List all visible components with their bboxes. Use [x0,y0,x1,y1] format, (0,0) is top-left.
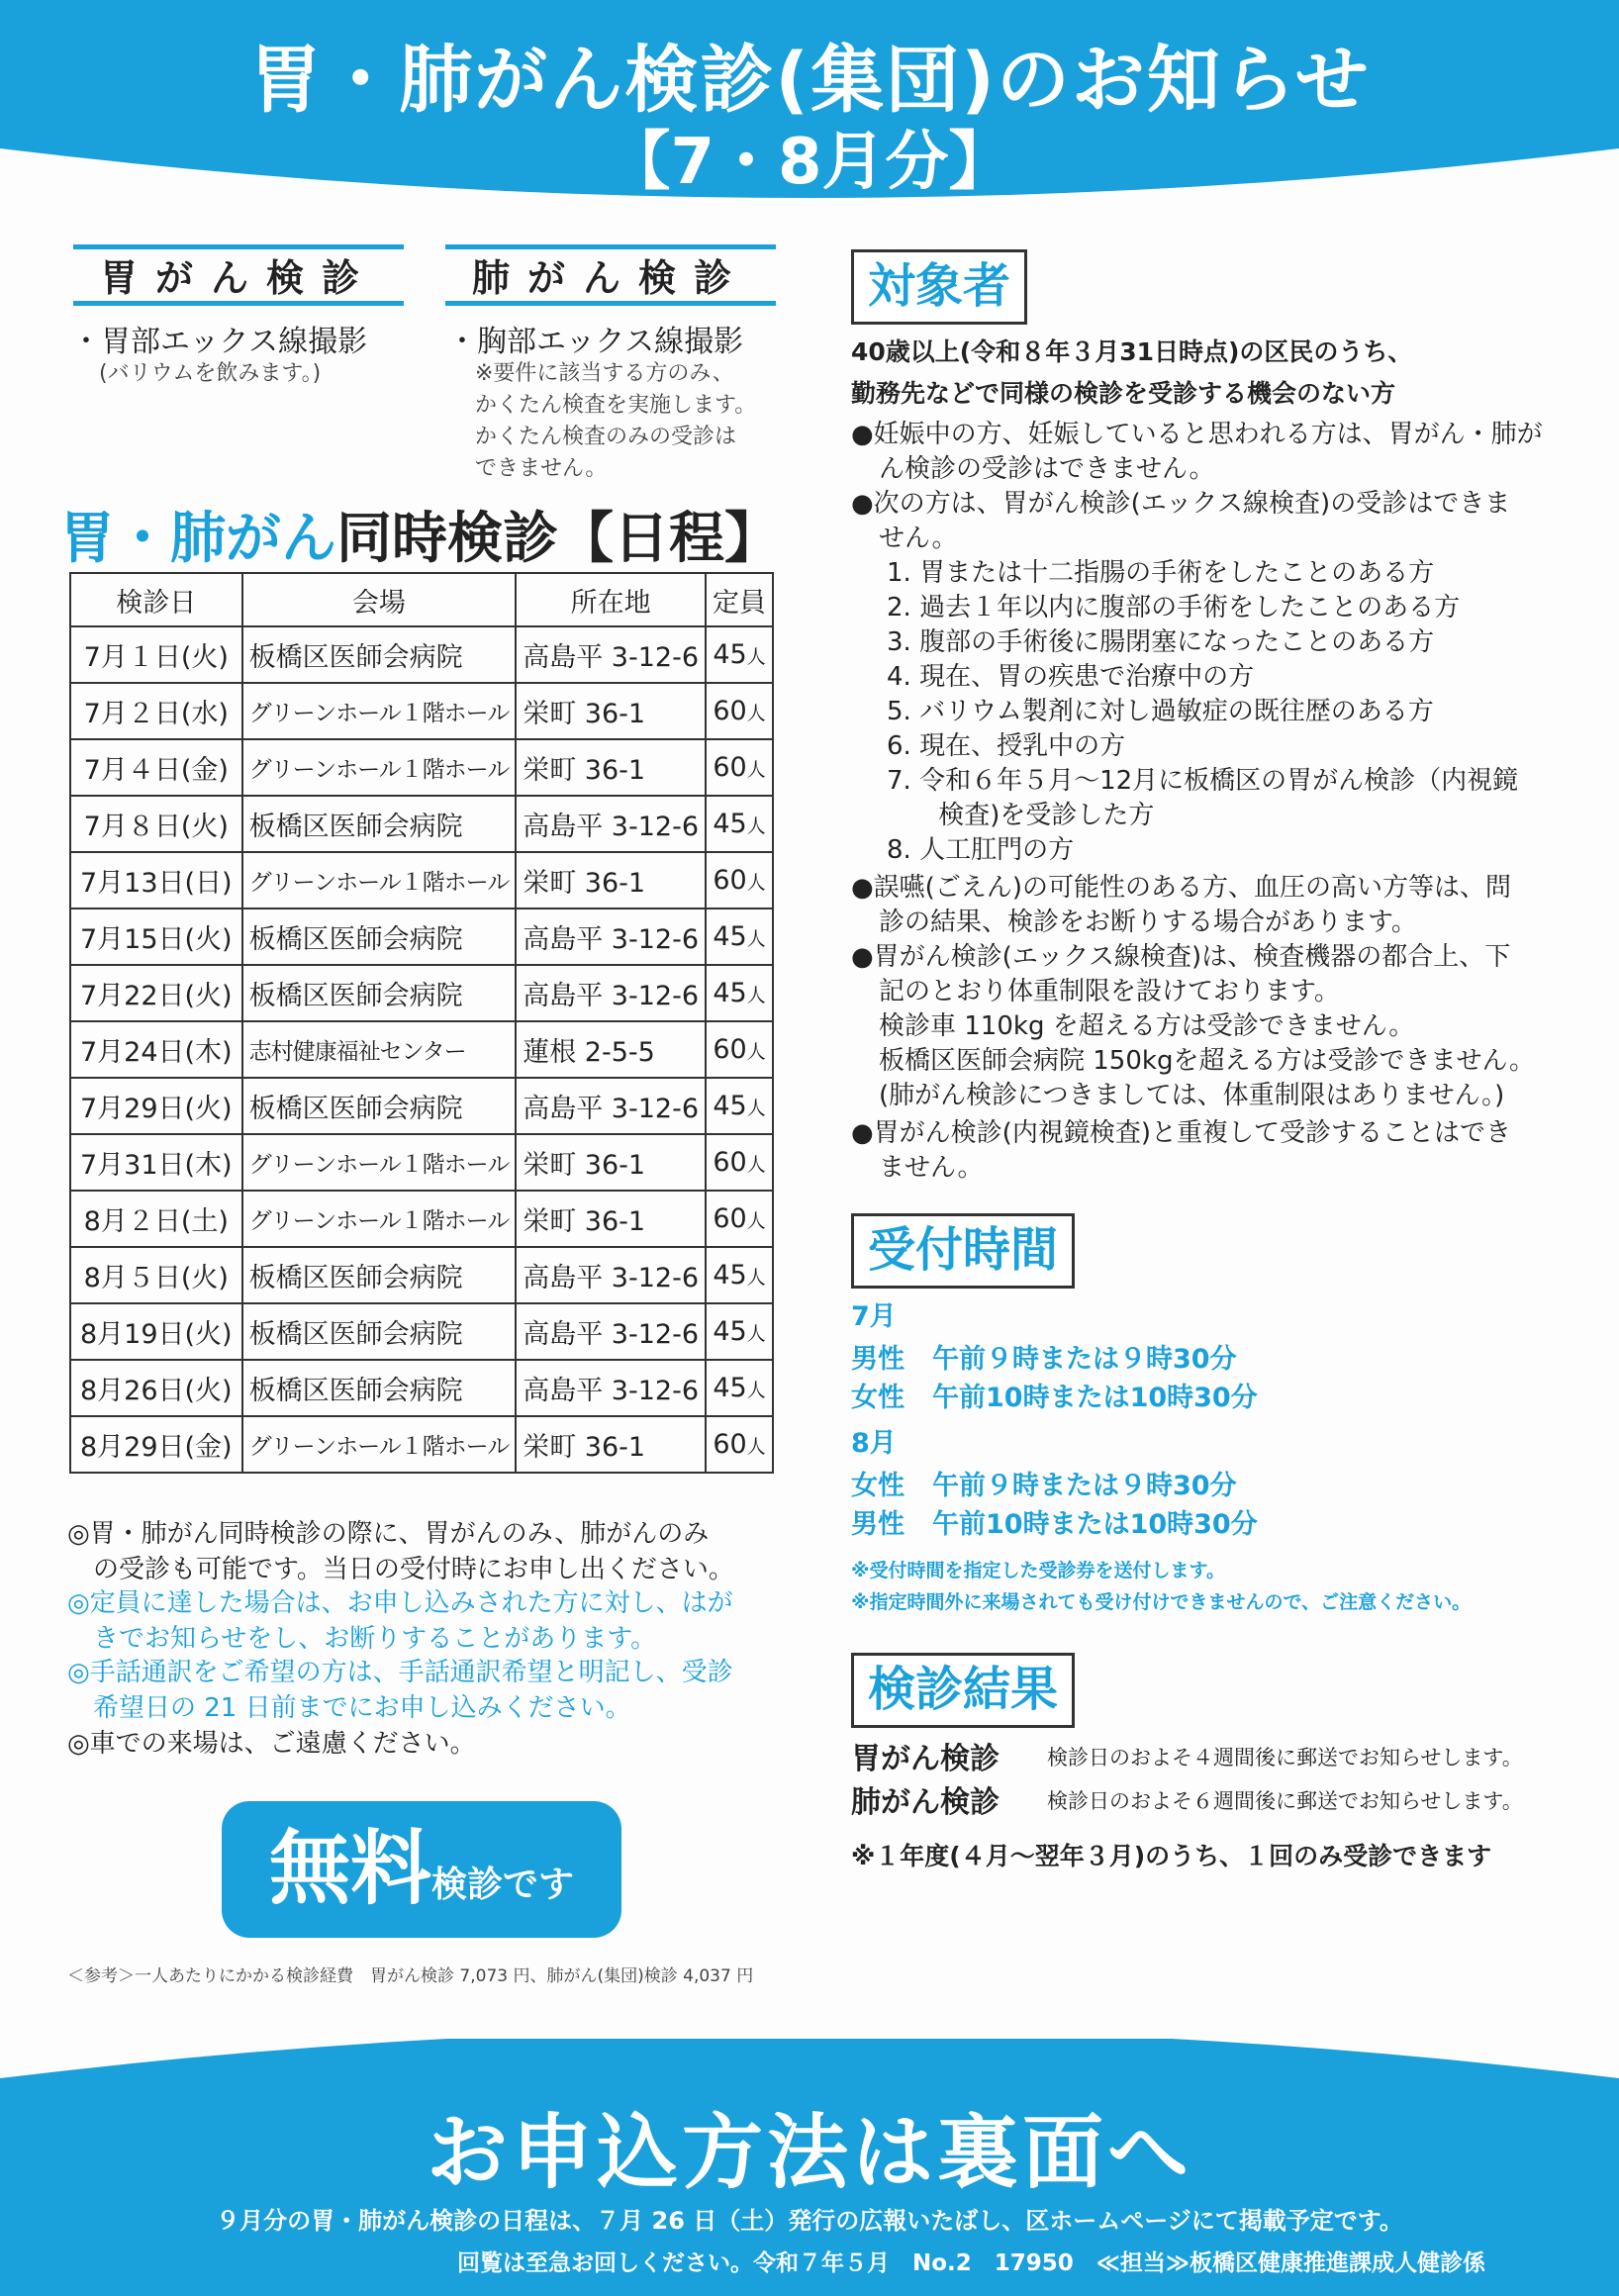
cell-venue: グリーンホール１階ホール [242,1416,517,1473]
list-item: 1. 胃または十二指腸の手術をしたことのある方 [887,558,1435,588]
cell-date: 7月29日(火) [70,1078,242,1134]
schedule-header-row [70,573,773,626]
cell-venue: 志村健康福祉センター [242,1021,517,1078]
lung-heading: 肺がん検診 [445,244,776,306]
results-heading: 検診結果 [851,1653,1075,1728]
cell-address: 栄町 36-1 [516,1416,706,1473]
condition-xray: ●次の方は、胃がん検診(エックス線検査)の受診はできま せん。 [851,489,1511,553]
table-row [70,1416,773,1473]
page-title: 胃・肺がん検診(集団)のお知らせ [248,38,1371,123]
note-car: ◎車での来場は、ご遠慮ください。 [67,1729,476,1759]
cell-address: 高島平 3-12-6 [516,965,706,1021]
cell-address: 栄町 36-1 [516,1191,706,1247]
cell-venue: 板橋区医師会病院 [242,909,517,965]
cell-capacity: 45人 [706,1303,773,1360]
reception-august: 8月 女性 午前９時または９時30分 男性 午前10時または10時30分 [851,1428,1258,1540]
cell-date: 8月26日(火) [70,1360,242,1416]
table-row [70,1360,773,1416]
cell-capacity: 60人 [706,852,773,909]
cell-date: 7月13日(日) [70,852,242,909]
cell-date: 7月24日(木) [70,1021,242,1078]
table-row [70,1134,773,1191]
cell-address: 高島平 3-12-6 [516,1078,706,1134]
table-row [70,626,773,683]
cell-venue: 板橋区医師会病院 [242,1360,517,1416]
schedule-heading: 胃・肺がん同時検診【日程】 [59,507,780,571]
cell-address: 栄町 36-1 [516,852,706,909]
target-line2: 勤務先などで同様の検診を受診する機会のない方 [851,379,1396,408]
stomach-note: (バリウムを飲みます。) [99,361,322,386]
cell-capacity: 45人 [706,1078,773,1134]
cell-date: 8月５日(火) [70,1247,242,1303]
result-stomach-text: 検診日のおよそ４週間後に郵送でお知らせします。 [1047,1746,1523,1770]
cell-capacity: 60人 [706,1416,773,1473]
free-badge: 無料検診です [222,1801,621,1938]
col-address: 所在地 [516,573,706,626]
condition-endoscopy: ●胃がん検診(内視鏡検査)と重複して受診することはでき ません。 [851,1118,1511,1183]
cell-venue: 板橋区医師会病院 [242,1303,517,1360]
cell-address: 高島平 3-12-6 [516,1303,706,1360]
cell-venue: 板橋区医師会病院 [242,1078,517,1134]
list-item: 7. 令和６年５月～12月に板橋区の胃がん検診（内視鏡 [887,766,1519,796]
exclusion-list [887,556,1518,868]
table-row [70,909,773,965]
condition-aspiration: ●誤嚥(ごえん)の可能性のある方、血圧の高い方等は、問 診の結果、検診をお断りする場合があります。 [851,873,1511,937]
footer-schedule-note: ９月分の胃・肺がん検診の日程は、７月 26 日（土）発行の広報いたばし、区ホームページにて掲載予定です。 [216,2207,1403,2235]
cell-capacity: 60人 [706,1134,773,1191]
condition-weight: ●胃がん検診(エックス線検査)は、検査機器の都合上、下 記のとおり体重制限を設けております。 検診車 110kg を超える方は受診できません。 板橋区医師会病院 150kgを超える方は受診できません。 (肺がん検診につきましては、体重制限はありません。) [851,942,1536,1110]
cell-address: 栄町 36-1 [516,683,706,739]
cell-date: 8月19日(火) [70,1303,242,1360]
cell-capacity: 45人 [706,1247,773,1303]
cell-address: 栄町 36-1 [516,1134,706,1191]
table-row [70,1191,773,1247]
cell-capacity: 45人 [706,909,773,965]
cell-venue: 板橋区医師会病院 [242,965,517,1021]
cell-date: 7月１日(火) [70,626,242,683]
note-simultaneous: ◎胃・肺がん同時検診の際に、胃がんのみ、肺がんのみ の受診も可能です。当日の受付時にお申し出ください。 [67,1519,734,1584]
cell-venue: グリーンホール１階ホール [242,852,517,909]
list-item: 2. 過去１年以内に腹部の手術をしたことのある方 [887,593,1461,622]
footer-title: お申込方法は裏面へ [426,2106,1192,2200]
cell-date: 8月２日(土) [70,1191,242,1247]
cell-venue: グリーンホール１階ホール [242,739,517,796]
cell-capacity: 60人 [706,1021,773,1078]
list-item: 8. 人工肛門の方 [887,835,1075,865]
cell-venue: 板橋区医師会病院 [242,626,517,683]
reception-note1: ※受付時間を指定した受診券を送付します。 [851,1560,1225,1581]
cell-address: 高島平 3-12-6 [516,1360,706,1416]
lung-note: ※要件に該当する方のみ、 かくたん検査を実施します。 かくたん検査のみの受診は できません。 [475,361,757,481]
table-row [70,796,773,852]
cell-capacity: 45人 [706,796,773,852]
footer-circulation-note: 回覧は至急お回しください。令和７年５月 No.2 17950 ≪担当≫板橋区健康推進課成人健診係 [457,2250,1485,2276]
cell-address: 蓮根 2-5-5 [516,1021,706,1078]
cell-date: 8月29日(金) [70,1416,242,1473]
list-item: 4. 現在、胃の疾患で治療中の方 [887,662,1255,692]
table-row [70,683,773,739]
schedule-table [69,572,774,1474]
cell-address: 栄町 36-1 [516,739,706,796]
cell-venue: グリーンホール１階ホール [242,683,517,739]
condition-pregnancy: ●妊娠中の方、妊娠していると思われる方は、胃がん・肺が ん検診の受診はできません。 [851,420,1543,484]
table-row [70,1021,773,1078]
target-heading: 対象者 [851,249,1027,325]
stomach-heading: 胃がん検診 [73,244,404,306]
reception-note2: ※指定時間外に来場されても受け付けできませんので、ご注意ください。 [851,1591,1472,1613]
list-item: 検査)を受診した方 [905,801,1155,830]
col-capacity: 定員 [706,573,773,626]
cell-address: 高島平 3-12-6 [516,909,706,965]
cell-address: 高島平 3-12-6 [516,626,706,683]
list-item: 5. バリウム製剤に対し過敏症の既往歴のある方 [887,697,1434,726]
cell-capacity: 45人 [706,626,773,683]
table-row [70,852,773,909]
cell-capacity: 60人 [706,683,773,739]
cell-capacity: 45人 [706,1360,773,1416]
page-subtitle: 【7・8月分】 [607,126,1012,199]
results-note: ※１年度(４月～翌年３月)のうち、１回のみ受診できます [851,1842,1492,1870]
list-item: 6. 現在、授乳中の方 [887,731,1126,761]
note-capacity: ◎定員に達した場合は、お申し込みされた方に対し、はが きでお知らせをし、お断りすることがあります。 [67,1588,733,1654]
target-line1: 40歳以上(令和８年３月31日時点)の区民のうち、 [851,337,1413,366]
table-row [70,1078,773,1134]
table-row [70,965,773,1021]
cell-venue: 板橋区医師会病院 [242,796,517,852]
cell-date: 7月８日(火) [70,796,242,852]
cell-date: 7月15日(火) [70,909,242,965]
col-date: 検診日 [70,573,242,626]
result-lung-text: 検診日のおよそ６週間後に郵送でお知らせします。 [1047,1789,1523,1813]
cell-venue: グリーンホール１階ホール [242,1134,517,1191]
reception-july: 7月 男性 午前９時または９時30分 女性 午前10時または10時30分 [851,1301,1258,1413]
stomach-method: ・胃部エックス線撮影 [71,325,368,359]
cell-venue: グリーンホール１階ホール [242,1191,517,1247]
lung-method: ・胸部エックス線撮影 [447,325,744,359]
cell-address: 高島平 3-12-6 [516,796,706,852]
table-row [70,739,773,796]
reception-heading: 受付時間 [851,1213,1075,1289]
cell-date: 7月22日(火) [70,965,242,1021]
cost-reference: ＜参考＞一人あたりにかかる検診経費 胃がん検診 7,073 円、肺がん(集団)検診 4,037 円 [67,1966,754,1986]
note-sign-language: ◎手話通訳をご希望の方は、手話通訳希望と明記し、受診 希望日の 21 日前までにお申し込みください。 [67,1658,733,1723]
table-row [70,1247,773,1303]
result-stomach-label: 胃がん検診 [851,1742,1000,1776]
cell-capacity: 45人 [706,965,773,1021]
result-lung-label: 肺がん検診 [851,1785,1000,1820]
list-item: 3. 腹部の手術後に腸閉塞になったことのある方 [887,627,1435,657]
cell-date: 7月４日(金) [70,739,242,796]
cell-address: 高島平 3-12-6 [516,1247,706,1303]
cell-date: 7月２日(水) [70,683,242,739]
table-row [70,1303,773,1360]
col-venue: 会場 [242,573,517,626]
cell-venue: 板橋区医師会病院 [242,1247,517,1303]
cell-capacity: 60人 [706,739,773,796]
cell-capacity: 60人 [706,1191,773,1247]
cell-date: 7月31日(木) [70,1134,242,1191]
